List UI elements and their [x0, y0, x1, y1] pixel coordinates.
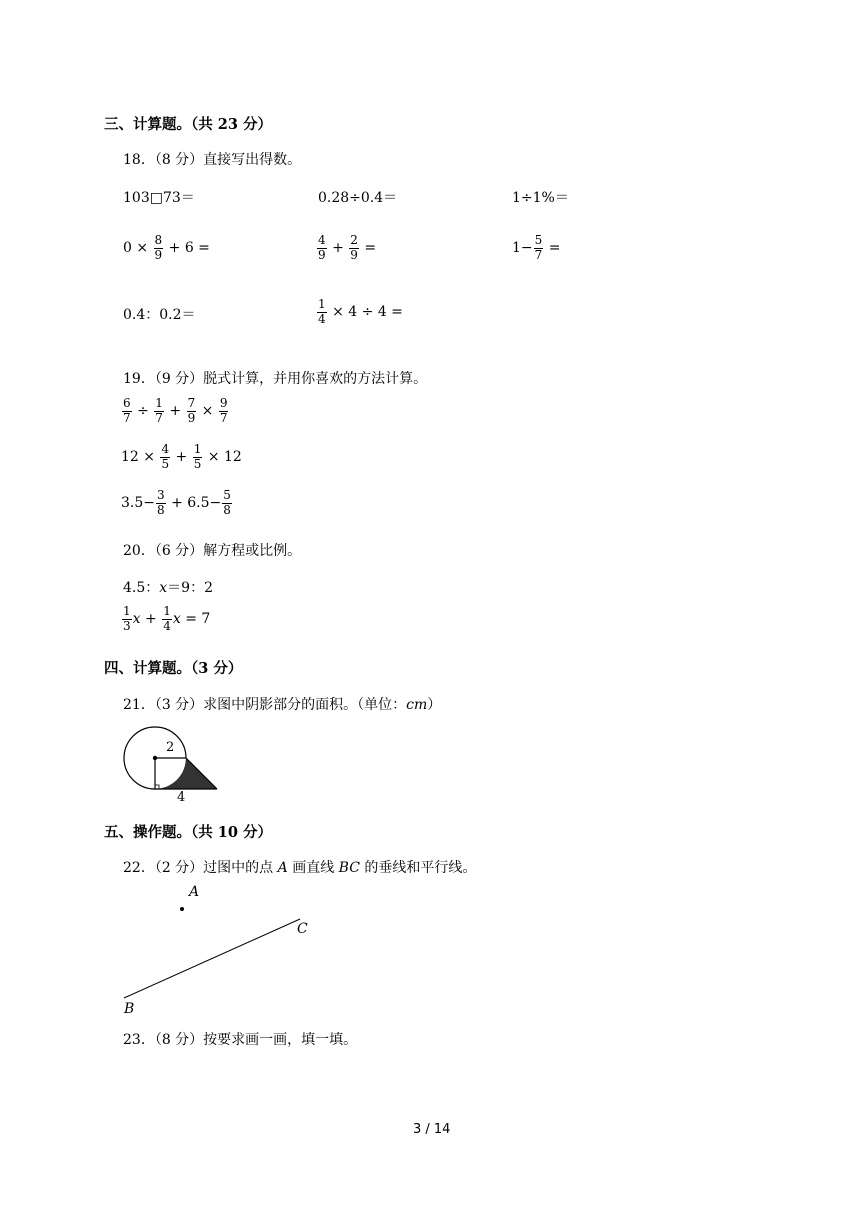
q18-expr-4: 0 × $\frac{8}{9}$ + 6 =: [123, 233, 210, 262]
page-number: 3 / 14: [413, 1122, 451, 1137]
fraction: $\frac{2}{9}$: [350, 233, 358, 262]
point-a: [180, 907, 184, 911]
label-point-b: B: [124, 1001, 135, 1017]
line-bc: [124, 919, 300, 998]
q20-equation-1: 4.5：x＝9：2: [123, 580, 213, 596]
fraction: $\frac{8}{9}$: [154, 233, 163, 262]
fraction: $\frac{1}{4}$: [318, 297, 326, 326]
q19-line-2: 12 × $\frac{4}{5}$ + $\frac{1}{5}$ × 12: [121, 442, 242, 471]
q18-expr-7: 0.4：0.2＝: [123, 307, 196, 323]
label-base: 4: [177, 790, 186, 805]
q20-equation-2: $\frac{1}{3}$ x + $\frac{1}{4}$ x = 7: [123, 604, 211, 633]
label-point-a: A: [189, 884, 200, 900]
fraction: $\frac{5}{7}$: [534, 233, 543, 262]
q23-title: 23．（8 分）按要求画一画，填一填。: [123, 1032, 358, 1048]
q19-title: 19．（9 分）脱式计算，并用你喜欢的方法计算。: [123, 371, 428, 387]
q19-line-3: 3.5− $\frac{3}{8}$ + 6.5− $\frac{5}{8}$: [121, 488, 231, 517]
q21-title: 21．（3 分）求图中阴影部分的面积。（单位：cm）: [123, 697, 442, 713]
q19-line-1: $\frac{6}{7}$ ÷ $\frac{1}{7}$ + $\frac{7}{9}$ × $\frac{9}{7}$: [123, 396, 228, 425]
label-point-c: C: [297, 921, 308, 937]
fraction: $\frac{4}{9}$: [318, 233, 326, 262]
q18-expr-6: 1− $\frac{5}{7}$ =: [512, 233, 561, 262]
q18-expr-1: 103□73＝: [123, 190, 195, 206]
section-5-heading: 五、操作题。（共 10 分）: [104, 824, 273, 841]
q20-title: 20．（6 分）解方程或比例。: [123, 543, 302, 559]
label-radius: 2: [166, 740, 175, 755]
q18-expr-2: 0.28÷0.4＝: [318, 190, 398, 206]
section-4-heading: 四、计算题。（3 分）: [104, 660, 243, 677]
section-3-heading: 三、计算题。（共 23 分）: [104, 116, 273, 133]
q18-expr-3: 1÷1%＝: [512, 190, 569, 206]
q18-expr-8: $\frac{1}{4}$ × 4 ÷ 4 =: [318, 297, 403, 326]
q18-expr-5: $\frac{4}{9}$ + $\frac{2}{9}$ =: [318, 233, 377, 262]
q22-title: 22．（2 分）过图中的点 A 画直线 BC 的垂线和平行线。: [123, 860, 477, 876]
q18-title: 18．（8 分）直接写出得数。: [123, 152, 302, 168]
